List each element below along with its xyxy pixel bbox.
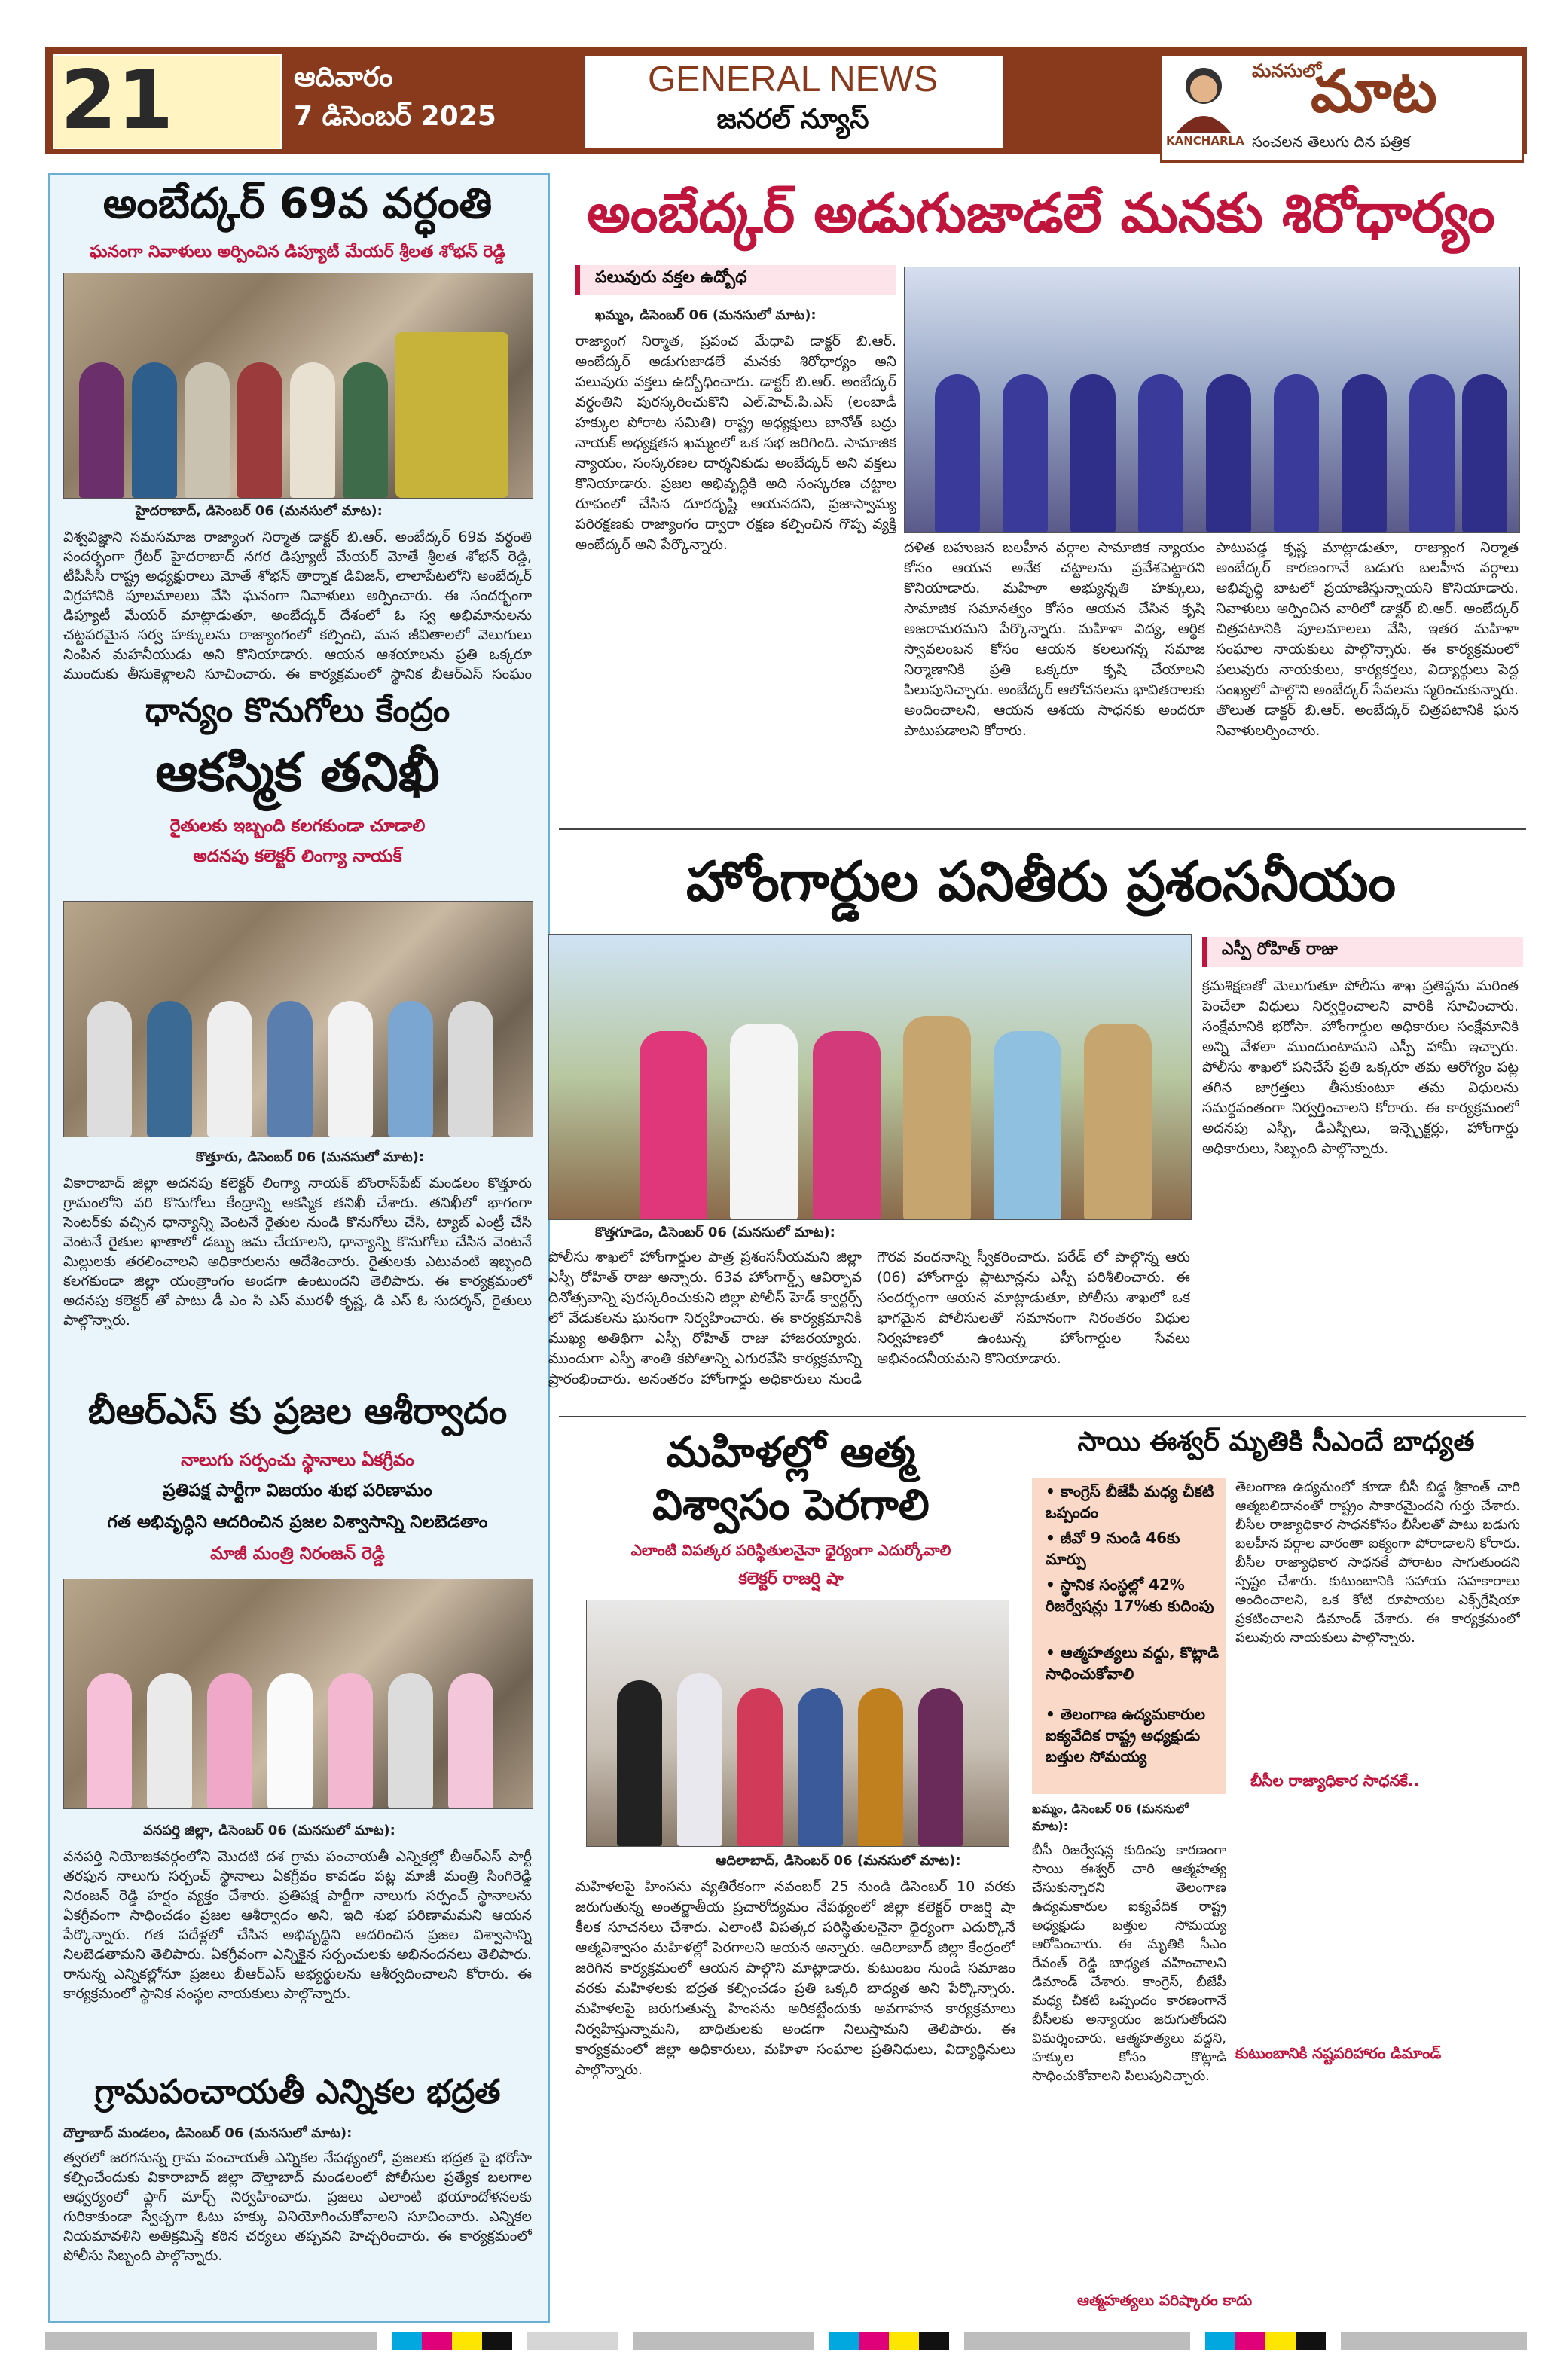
story2-kicker: ధాన్యం కొనుగోలు కేంద్రం: [145, 691, 450, 730]
story2-photo: [63, 901, 533, 1137]
story1-body: విశ్వవిజ్ఞాని సమసమాజ రాజ్యాంగ నిర్మాత డాక్టర్ బి.ఆర్. అంబేద్కర్ 69వ వర్ధంతి సందర్భంగా గ్రేటర్ హైదరాబాద్ నగర డిప్యూటీ మేయర్ మోతే శ్రీలత శోభన్ రెడ్డి, టీపీసీసీ రాష్ట్ర అధ్యక్షురాలు మోతే శోభన్ తార్నాక డివిజన్, లాలాపేటలోని అంబేద్కర్ విగ్రహానికి పూలమాలలు వేసి ఘనంగా నివాళులు అర్పించారు. ఈ సందర్భంగా డిప్యూటీ మేయర్ మాట్లాడుతూ, అంబేద్కర్ దేశంలో ఓ స్వ అభిమానులను చట్టపరమైన సర్వ హక్కులను రాజ్యాంగంలో కల్పించి, మన జీవితాలలో వెలుగులు నింపిన మహనీయుడు అని కొనియాడారు. ఆయన ఆశయాలను ప్రతి ఒక్కరూ ముందుకు తీసుకెళ్లాలని సూచించారు. ఈ కార్యక్రమంలో స్థానిక బీఆర్ఎస్ సంఘం: [63, 529, 532, 682]
logo-portrait-icon: [1169, 60, 1238, 133]
sai-bullet-0: • కాంగ్రెస్ బీజేపీ మధ్య చీకటి ఒప్పందం: [1046, 1482, 1214, 1521]
divider-2: [559, 1416, 1526, 1417]
story4-dateline: దౌల్తాబాద్ మండలం, డిసెంబర్ 06 (మనసులో మాట):: [63, 2125, 353, 2141]
sai-bullet-list: [1032, 1481, 1226, 1793]
sai-subhead-b: కుటుంబానికి నష్టపరిహారం డిమాండ్: [1235, 2044, 1442, 2062]
story4-body: త్వరలో జరగనున్న గ్రామ పంచాయతీ ఎన్నికల నేపథ్యంలో, ప్రజలకు భద్రత పై భరోసా కల్పించేందుకు వికారాబాద్ జిల్లా దౌల్తాబాద్ మండలంలో పోలీసుల ప్రత్యేక బలగాల ఆధ్వర్యంలో ఫ్లాగ్ మార్చ్ నిర్వహించారు. ప్రజలు ఎలాంటి భయాందోళనలకు గురికాకుండా స్వేచ్ఛగా ఓటు హక్కు వినియోగించుకోవాలని సూచించారు. ఎన్నికల నియమావళిని అతిక్రమిస్తే కఠిన చర్యలు తప్పవని హెచ్చరించారు. ఈ కార్యక్రమంలో పోలీసు సిబ్బంది పాల్గొన్నారు.: [63, 2150, 532, 2264]
women-body: మహిళలపై హింసను వ్యతిరేకంగా నవంబర్ 25 నుండి డిసెంబర్ 10 వరకు జరుగుతున్న అంతర్జాతీయ ప్రచారోద్యమం నేపథ్యంలో జిల్లా కలెక్టర్ రాజర్షి షా కీలక సూచనలు చేశారు. ఎలాంటి విపత్కర పరిస్థితులనైనా ధైర్యంగా ఎదుర్కొనే ఆత్మవిశ్వాసం మహిళల్లో పెరగాలని ఆయన అన్నారు. ఆదిలాబాద్ జిల్లా కేంద్రంలో జరిగిన కార్యక్రమంలో ఆయన పాల్గొని మాట్లాడారు. కుటుంబం నుండి సమాజం వరకు మహిళలకు భద్రత కల్పించడం ప్రతి ఒక్కరి బాధ్యత అని పేర్కొన్నారు. మహిళలపై జరుగుతున్న హింసను అరికట్టేందుకు అవగాహన కార్యక్రమాలు నిర్వహిస్తున్నామని, బాధితులకు అండగా నిలుస్తామని తెలిపారు. ఈ కార్యక్రమంలో జిల్లా అధికారులు, మహిళా సంఘాల ప్రతినిధులు, విద్యార్థినులు పాల్గొన్నారు.: [575, 1878, 1015, 2078]
ambedkar-photo: [904, 267, 1520, 533]
homeguard-photo: [548, 934, 1192, 1220]
story2-sub2: అదనపు కలెక్టర్ లింగ్యా నాయక్: [193, 847, 402, 866]
homeguard-col1: పోలీసు శాఖలో హోంగార్డుల పాత్ర ప్రశంసనీయమని జిల్లా ఎస్పీ రోహిత్ రాజు అన్నారు. 63వ హోంగార్డ్స్ ఆవిర్భావ దినోత్సవాన్ని పురస్కరించుకుని జిల్లా పోలీస్ హెడ్ క్వార్టర్స్ లో వేడుకలను ఘనంగా నిర్వహించారు. ఈ కార్యక్రమానికి ముఖ్య అతిథిగా ఎస్పీ రోహిత్ రాజు హాజరయ్యారు. ముందుగా ఎస్పీ శాంతి కపోతాన్ని ఎగురవేసి కార్యక్రమాన్ని ప్రారంభించారు. అనంతరం హోంగార్డు అధికారులు నుండి గౌరవ వందనాన్ని స్వీకరించారు. పరేడ్ లో పాల్గొన్న ఆరు (06) హోంగార్డు ప్లాటూన్లను ఎస్పీ పరిశీలించారు. ఈ సందర్భంగా ఆయన మాట్లాడుతూ, పోలీసు శాఖలో ఒక భాగమైన పోలీసులతో సమానంగా నిరంతరం విధుల నిర్వహణలో ఉంటున్న హోంగార్డుల సేవలు అభినందనీయమని కొనియాడారు.: [548, 1249, 1190, 1387]
ambedkar-kicker: పలువురు వక్తల ఉద్బోధ: [595, 268, 747, 287]
registration-strip: [45, 2332, 1527, 2350]
ambedkar-col2: దళిత బహుజన బలహీన వర్గాల సామాజిక న్యాయం కోసం ఆయన అనేక చట్టాలను ప్రవేశపెట్టారని కొనియాడారు. మహిళా అభ్యున్నతి హక్కులు, సామాజిక సమానత్వం కోసం ఆయన చేసిన కృషి అజరామరమని పేర్కొన్నారు. మహిళా విద్య, ఆర్థిక స్వావలంబన కోసం ఆయన కలలుగన్న సమాజ నిర్మాణానికి ప్రతి ఒక్కరూ కృషి చేయాలని పిలుపునిచ్చారు. అంబేద్కర్ ఆలోచనలను భావితరాలకు అందించాలని, ఆయన ఆశయ సాధనకు అందరూ పాటుపడాలని కోరారు.: [904, 539, 1205, 739]
story2-dateline: కొత్తూరు, డిసెంబర్ 06 (మనసులో మాట):: [196, 1149, 425, 1165]
women-title-1: మహిళల్లో ఆత్మ: [666, 1428, 916, 1477]
homeguard-headline: హోంగార్డుల పనితీరు ప్రశంసనీయం: [685, 850, 1397, 913]
homeguard-kicker: ఎస్పీ రోహిత్ రాజు: [1222, 940, 1338, 959]
logo-tagline: సంచలన తెలుగు దిన పత్రిక: [1252, 133, 1411, 151]
women-title-2: విశ్వాసం పెరగాలి: [652, 1481, 930, 1530]
story1-photo: [63, 273, 533, 499]
homeguard-dateline: కొత్తగూడెం, డిసెంబర్ 06 (మనసులో మాట):: [595, 1225, 835, 1240]
sai-footer: ఆత్మహత్యలు పరిష్కారం కాదు: [1077, 2291, 1253, 2309]
sai-bullet-1: • జీవో 9 నుండి 46కు మార్పు: [1046, 1529, 1180, 1568]
women-photo: [586, 1600, 1009, 1847]
homeguard-col2: క్రమశిక్షణతో మెలుగుతూ పోలీసు శాఖ ప్రతిష్ఠను మరింత పెంచేలా విధులు నిర్వర్తించాలని వారికి సూచించారు. సంక్షేమానికి భరోసా. హోంగార్డుల అధికారుల సంక్షేమానికి అన్ని వేళలా ముందుంటామని ఎస్పీ హామీ ఇచ్చారు. పోలీసు శాఖలో పనిచేసే ప్రతి ఒక్కరూ తమ ఆరోగ్యం పట్ల తగిన జాగ్రత్తలు తీసుకుంటూ తమ విధులను సమర్థవంతంగా నిర్వర్తించాలని కోరారు. ఈ కార్యక్రమంలో అదనపు ఎస్పీ, డీఎస్పీలు, ఇన్స్పెక్టర్లు, హోంగార్డు అధికారులు, సిబ్బంది పాల్గొన్నారు.: [1202, 978, 1519, 1157]
header-date: 7 డిసెంబర్ 2025: [294, 101, 496, 132]
sai-dateline: ఖమ్మం, డిసెంబర్ 06 (మనసులో మాట):: [1032, 1802, 1189, 1833]
story3-body: వనపర్తి నియోజకవర్గంలోని మొదటి దశ గ్రామ పంచాయతీ ఎన్నికల్లో బీఆర్ఎస్ పార్టీ తరఫున నాలుగు సర్పంచ్ స్థానాలు ఏకగ్రీవం కావడం పట్ల మాజీ మంత్రి సింగిరెడ్డి నిరంజన్ రెడ్డి హర్షం వ్యక్తం చేశారు. ప్రతిపక్ష పార్టీగా నాలుగు సర్పంచ్ స్థానాలను ఏకగ్రీవంగా సాధించడం ప్రజల ఆశీర్వాదం అని, ఇది శుభ పరిణామమని ఆయన పేర్కొన్నారు. గత పదేళ్లలో చేసిన అభివృద్ధిని ఆదరించిన ప్రజల విశ్వాసాన్ని నిలబెడతామని తెలిపారు. ఏకగ్రీవంగా ఎన్నికైన సర్పంచులకు అభినందనలు తెలిపారు. రానున్న ఎన్నికల్లోనూ ప్రజలు బీఆర్ఎస్ అభ్యర్థులను ఆశీర్వదించాలని కోరారు. ఈ కార్యక్రమంలో స్థానిక సంస్థల నాయకులు పాల్గొన్నారు.: [63, 1848, 532, 2002]
sai-bullet-2: • స్థానిక సంస్థల్లో 42% రిజర్వేషన్లు 17%కు కుదింపు: [1046, 1576, 1214, 1615]
logo-text: మాట: [1311, 58, 1437, 126]
story3-photo: [63, 1579, 533, 1809]
story3-title: బీఆర్ఎస్ కు ప్రజల ఆశీర్వాదం: [87, 1390, 508, 1433]
women-subtitle-2: కలెక్టర్ రాజర్షి షా: [738, 1570, 844, 1588]
section-title-en: GENERAL NEWS: [648, 60, 938, 99]
sai-bullet-4: • తెలంగాణ ఉద్యమకారుల ఐక్యవేదిక రాష్ట్ర అధ్యక్షుడు బత్తుల సోమయ్య: [1046, 1705, 1206, 1765]
story3-sub1: నాలుగు సర్పంచు స్థానాలు ఏకగ్రీవం: [181, 1451, 414, 1470]
header-day: ఆదివారం: [294, 62, 393, 93]
story3-sub2: ప్రతిపక్ష పార్టీగా విజయం శుభ పరిణామం: [163, 1481, 432, 1500]
ambedkar-col1: రాజ్యాంగ నిర్మాత, ప్రపంచ మేధావి డాక్టర్ బి.ఆర్. అంబేద్కర్ అడుగుజాడలే మనకు శిరోధార్యం అని పలువురు వక్తలు ఉద్బోధించారు. డాక్టర్ బి.ఆర్. అంబేద్కర్ వర్ధంతిని పురస్కరించుకొని ఎల్.హెచ్.పి.ఎస్ (లంబాడీ హక్కుల పోరాట సమితి) రాష్ట్ర అధ్యక్షులు బానోత్ బద్రు నాయక్ అధ్యక్షతన ఖమ్మంలో ఒక సభ జరిగింది. సామాజిక న్యాయం, సంస్కరణల దార్శనికుడు అంబేద్కర్ అని వక్తలు కొనియాడారు. ప్రజల అభివృద్ధికి అది సంస్కరణ చట్టాల రూపంలో చేసిన దూరదృష్టి ఆయనదని, ప్రజాస్వామ్య పరిరక్షణకు రాజ్యాంగం ద్వారా రక్షణ కల్పించిన గొప్ప వ్యక్తి అంబేద్కర్ అని పేర్కొన్నారు.: [575, 333, 896, 553]
women-dateline: ఆదిలాబాద్, డిసెంబర్ 06 (మనసులో మాట):: [716, 1853, 961, 1869]
divider-1: [559, 828, 1526, 830]
section-title-te: జనరల్ న్యూస్: [716, 104, 869, 135]
women-subtitle: ఎలాంటి విపత్కర పరిస్థితులనైనా ధైర్యంగా ఎదుర్కోవాలి: [630, 1541, 951, 1559]
page-number: 21: [60, 53, 174, 148]
logo-name: KANCHARLA: [1166, 134, 1244, 148]
sai-body-2: తెలంగాణ ఉద్యమంలో కూడా బీసీ బిడ్డ శ్రీకాంత్ చారి ఆత్మబలిదానంతో రాష్ట్రం సాకారమైందని గుర్తు చేశారు. బీసీల రాజ్యాధికార సాధనకోసం బీసీలతో పాటు బడుగు బలహీన వర్గాల వారంతా ఐక్యంగా పోరాడాలని కోరారు. బీసీల రాజ్యాధికార సాధనకే పోరాటం సాగుతుందని స్పష్టం చేశారు. కుటుంబానికి సహాయ సహకారాలు అందించాలని, ఒక కోటి రూపాయల ఎక్స్‌గ్రేషియా ప్రకటించాలని డిమాండ్ చేశారు. ఈ కార్యక్రమంలో పలువురు నాయకులు పాల్గొన్నారు.: [1235, 1479, 1520, 1646]
story1-title: అంబేద్కర్ 69వ వర్ధంతి: [102, 179, 493, 228]
ambedkar-dateline: ఖమ్మం, డిసెంబర్ 06 (మనసులో మాట):: [595, 307, 817, 323]
story3-sub3: గత అభివృద్ధిని ఆదరించిన ప్రజల విశ్వాసాన్ని నిలబెడతాం: [107, 1512, 488, 1532]
ambedkar-col3: పాటుపడ్డ కృష్ణ మాట్లాడుతూ, రాజ్యాంగ నిర్మాత అంబేద్కర్ కారణంగానే బడుగు బలహీన వర్గాలు అభివృద్ధి బాటలో ప్రయాణిస్తున్నాయని కొనియాడారు. నివాళులు అర్పించిన వారిలో డాక్టర్ బి.ఆర్. అంబేద్కర్ చిత్రపటానికి పూలమాలలు వేసి, ఇతర మహిళా సంఘాల నాయకులు పాల్గొన్నారు. ఈ కార్యక్రమంలో పలువురు నాయకులు, కార్యకర్తలు, విద్యార్థులు పెద్ద సంఖ్యలో పాల్గొని అంబేద్కర్ సేవలను స్మరించుకున్నారు. తొలుత డాక్టర్ బి.ఆర్. అంబేద్కర్ చిత్రపటానికి ఘన నివాళులర్పించారు.: [1216, 539, 1519, 739]
story2-sub1: రైతులకు ఇబ్బంది కలగకుండా చూడాలి: [169, 816, 426, 836]
story2-title: ఆకస్మిక తనిఖీ: [155, 741, 440, 803]
story3-sub4: మాజీ మంత్రి నిరంజన్ రెడ్డి: [210, 1544, 385, 1564]
sai-bullet-3: • ఆత్మహత్యలు వద్దు, కొట్లాడి సాధించుకోవాలి: [1046, 1643, 1220, 1683]
story3-dateline: వనపర్తి జిల్లా, డిసెంబర్ 06 (మనసులో మాట):: [143, 1823, 395, 1838]
sai-body: బీసీ రిజర్వేషన్ల కుదింపు కారణంగా సాయి ఈశ్వర్ చారి ఆత్మహత్య చేసుకున్నారని తెలంగాణ ఉద్యమకారుల ఐక్యవేదిక రాష్ట్ర అధ్యక్షుడు బత్తుల సోమయ్య ఆరోపించారు. ఈ మృతికి సీఎం రేవంత్ రెడ్డి బాధ్యత వహించాలని డిమాండ్ చేశారు. కాంగ్రెస్, బీజేపీ మధ్య చీకటి ఒప్పందం కారణంగానే బీసీలకు అన్యాయం జరుగుతోందని విమర్శించారు. ఆత్మహత్యలు వద్దని, హక్కుల కోసం కొట్లాడి సాధించుకోవాలని పిలుపునిచ్చారు.: [1032, 1842, 1226, 2084]
ambedkar-headline: అంబేద్కర్ అడుగుజాడలే మనకు శిరోధార్యం: [587, 182, 1495, 245]
logo-small: మనసులో: [1252, 60, 1322, 81]
story1-subtitle: ఘనంగా నివాళులు అర్పించిన డిప్యూటీ మేయర్ శ్రీలత శోభన్ రెడ్డి: [90, 243, 505, 261]
sai-subhead-a: బీసీల రాజ్యాధికార సాధనకే..: [1250, 1771, 1420, 1790]
story4-title: గ్రామపంచాయతీ ఎన్నికల భద్రత: [94, 2073, 501, 2111]
story1-dateline: హైదరాబాద్, డిసెంబర్ 06 (మనసులో మాట):: [136, 503, 383, 519]
story2-body: వికారాబాద్ జిల్లా అదనపు కలెక్టర్ లింగ్యా నాయక్ బొంరాస్‌పేట్ మండలం కొత్తూరు గ్రామంలోని వరి కొనుగోలు కేంద్రాన్ని ఆకస్మిక తనిఖీ చేశారు. తనిఖీలో భాగంగా సెంటర్‌కు వచ్చిన ధాన్యాన్ని వెంటనే రైతుల నుండి కొనుగోలు చేసి, ట్యాబ్ ఎంట్రీ చేసి వెంటనే రైతుల ఖాతాలో డబ్బు జమ చేయాలని, ధాన్యాన్ని కొనుగోలు చేసిన వెంటనే మిల్లులకు తరలించాలని అధికారులను ఆదేశించారు. రైతులకు ఎటువంటి ఇబ్బంది కలగకుండా జిల్లా యంత్రాంగం అండగా ఉంటుందని తెలిపారు. ఈ కార్యక్రమంలో అదనపు కలెక్టర్ తో పాటు డీ ఎం సి ఎస్ మురళీ కృష్ణ, డి ఎస్ ఓ సుదర్శన్, రైతులు పాల్గొన్నారు.: [63, 1175, 532, 1329]
sai-title: సాయి ఈశ్వర్ మృతికి సీఎందే బాధ్యత: [1077, 1426, 1475, 1457]
